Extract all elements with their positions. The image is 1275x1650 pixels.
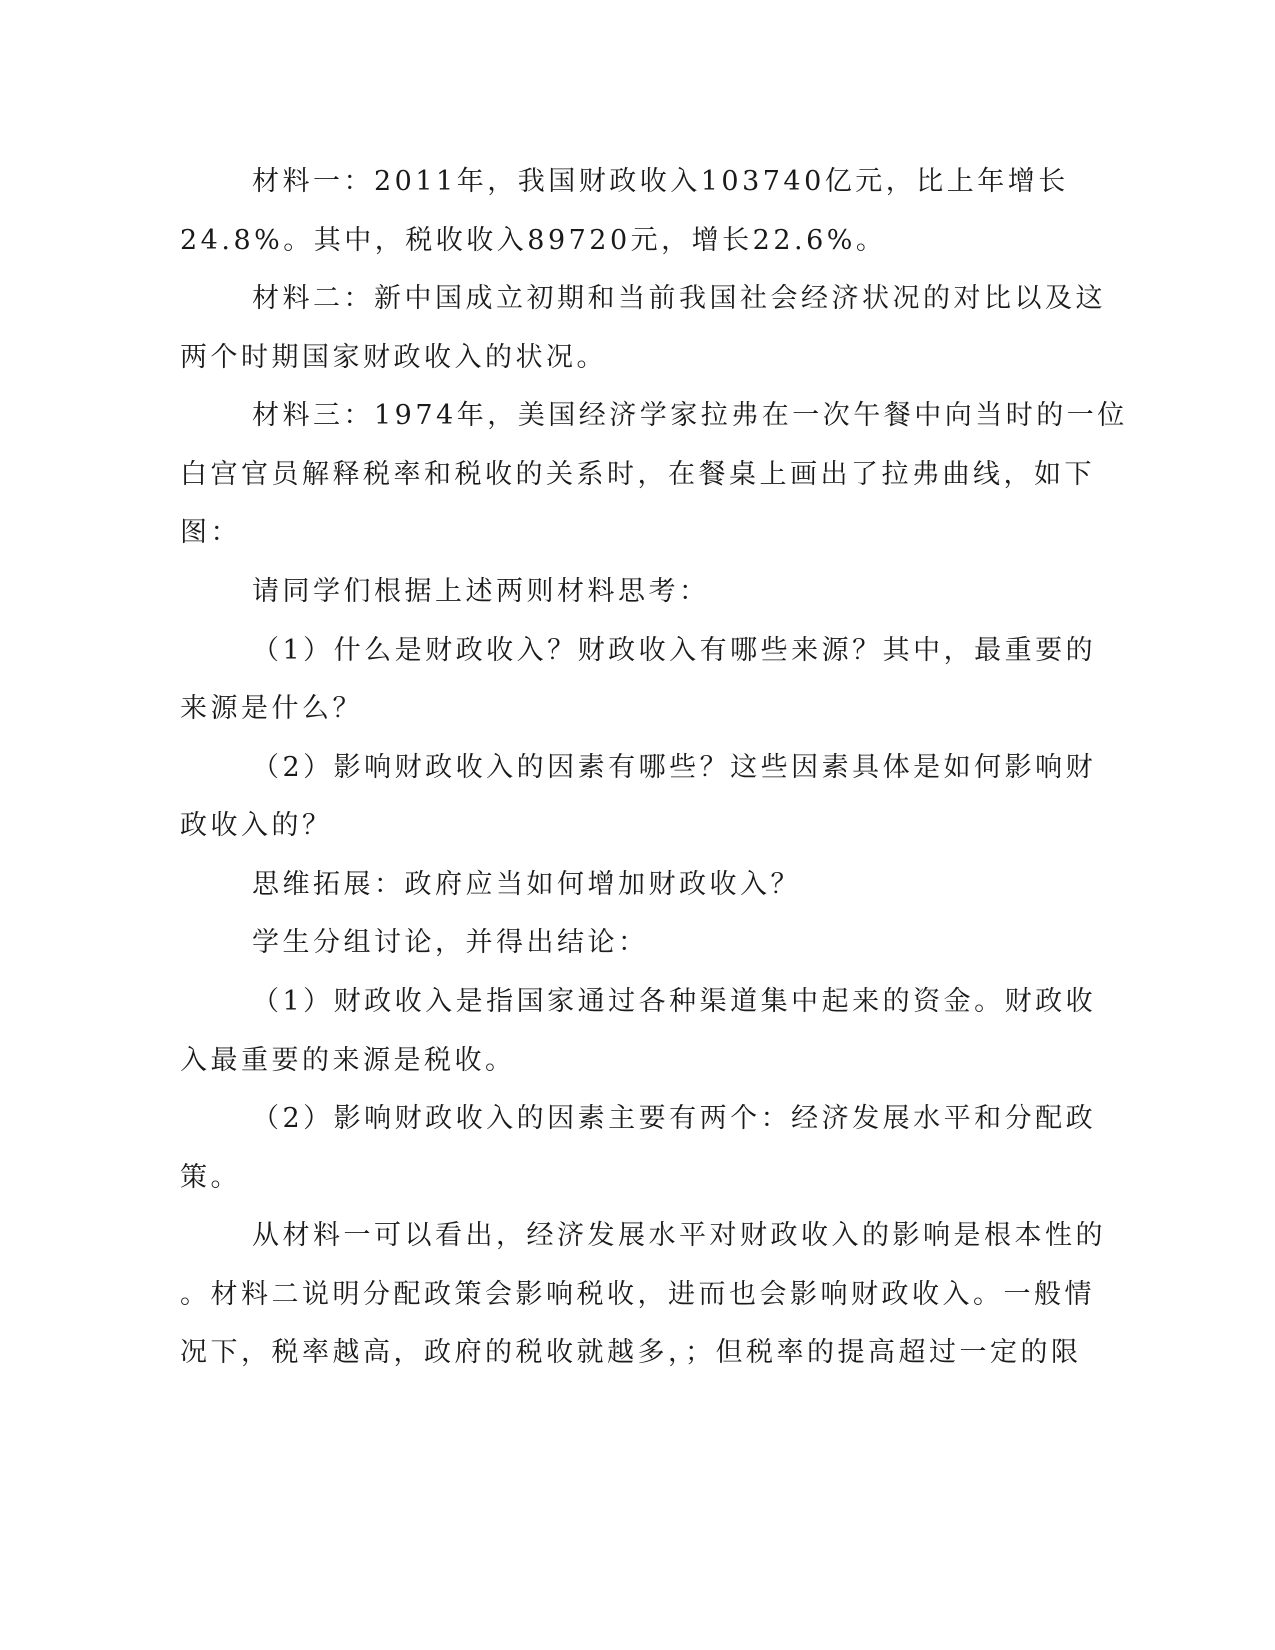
question-line: 政收入的？ bbox=[180, 810, 333, 841]
paragraph-line: 图： bbox=[180, 517, 241, 548]
question-line: 来源是什么？ bbox=[180, 693, 363, 724]
paragraph-line: 材料二：新中国成立初期和当前我国社会经济状况的对比以及这 bbox=[252, 283, 1106, 314]
paragraph-line: 。材料二说明分配政策会影响税收，进而也会影响财政收入。一般情 bbox=[180, 1279, 1095, 1310]
paragraph-line: 24.8%。其中，税收收入89720元，增长22.6%。 bbox=[180, 225, 887, 256]
paragraph-line: 况下，税率越高，政府的税收就越多，；但税率的提高超过一定的限 bbox=[180, 1337, 1082, 1368]
answer-line: 入最重要的来源是税收。 bbox=[180, 1045, 516, 1076]
paragraph-line: 学生分组讨论，并得出结论： bbox=[252, 927, 649, 958]
paragraph-line: 材料一：2011年，我国财政收入103740亿元，比上年增长 bbox=[252, 166, 1069, 197]
question-line: （2）影响财政收入的因素有哪些？这些因素具体是如何影响财 bbox=[252, 752, 1097, 783]
question-line: （1）什么是财政收入？财政收入有哪些来源？其中，最重要的 bbox=[252, 635, 1097, 666]
paragraph-line: 材料三：1974年，美国经济学家拉弗在一次午餐中向当时的一位 bbox=[252, 400, 1128, 431]
answer-line: （1）财政收入是指国家通过各种渠道集中起来的资金。财政收 bbox=[252, 986, 1097, 1017]
answer-line: （2）影响财政收入的因素主要有两个：经济发展水平和分配政 bbox=[252, 1103, 1097, 1134]
paragraph-line: 两个时期国家财政收入的状况。 bbox=[180, 342, 607, 373]
paragraph-line: 思维拓展：政府应当如何增加财政收入？ bbox=[252, 869, 801, 900]
paragraph-line: 请同学们根据上述两则材料思考： bbox=[252, 576, 710, 607]
answer-line: 策。 bbox=[180, 1162, 241, 1193]
paragraph-line: 从材料一可以看出，经济发展水平对财政收入的影响是根本性的 bbox=[252, 1220, 1106, 1251]
paragraph-line: 白宫官员解释税率和税收的关系时，在餐桌上画出了拉弗曲线，如下 bbox=[180, 459, 1095, 490]
